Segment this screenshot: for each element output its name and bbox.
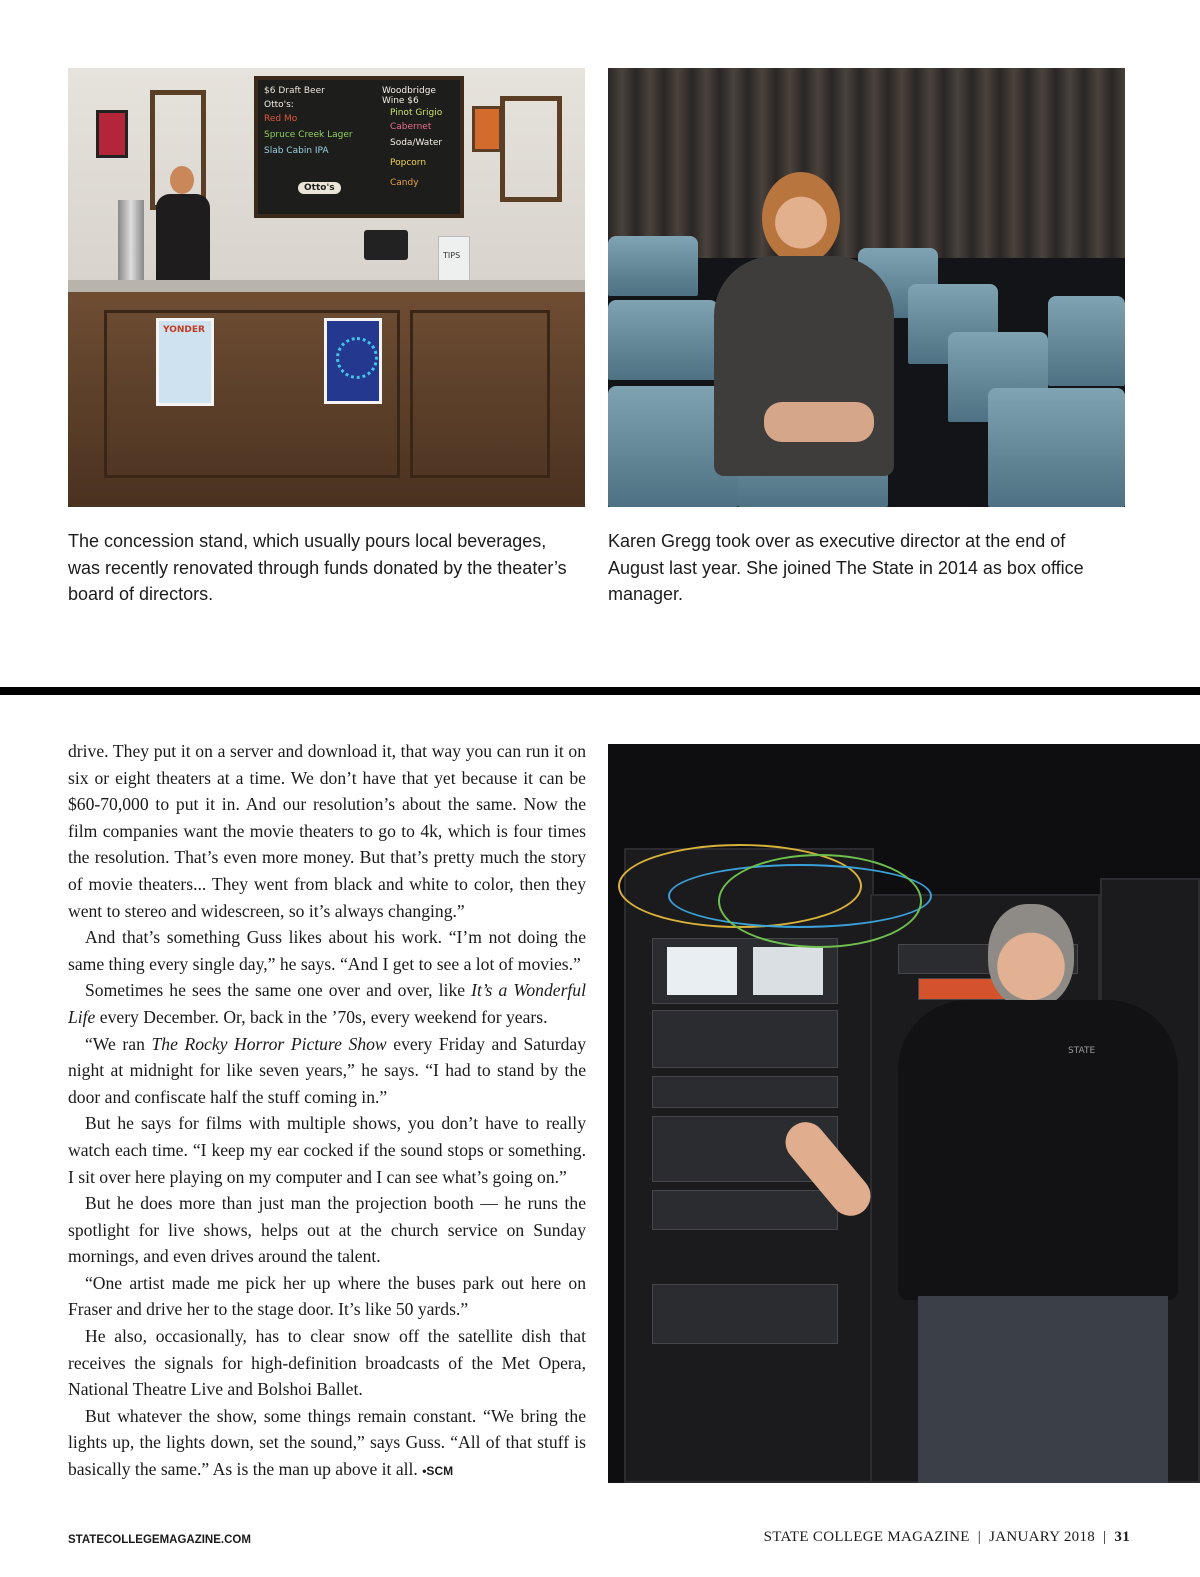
menu-line: Cabernet bbox=[390, 122, 432, 132]
photo-executive-director bbox=[608, 68, 1125, 507]
menu-line: Popcorn bbox=[390, 158, 427, 168]
menu-line: Pinot Grigio bbox=[390, 108, 443, 118]
article-paragraph bbox=[68, 1031, 586, 1111]
text-run: every December. Or, back in the ’70s, every weekend for years. bbox=[95, 1006, 548, 1027]
article-paragraph: He also, occasionally, has to clear snow off the satellite dish that receives the signals for high-definition broadcasts of the Met Opera, National Theatre Live and Bolshoi Ballet. bbox=[68, 1326, 586, 1400]
menu-line: Soda/Water bbox=[390, 138, 443, 148]
menu-line: Candy bbox=[390, 178, 419, 188]
article-paragraph: “One artist made me pick her up where the buses park out here on Fraser and drive her to the stage door. It’s like 50 yards.” bbox=[68, 1272, 586, 1320]
menu-line: $6 Draft Beer bbox=[264, 86, 325, 96]
wall-sign bbox=[472, 106, 502, 152]
counter-front bbox=[68, 292, 585, 507]
ottos-logo: Otto's bbox=[298, 182, 341, 194]
shirt-logo: STATE bbox=[1068, 1046, 1096, 1056]
text-run: Sometimes he sees the same one over and over, like bbox=[85, 980, 472, 1001]
section-divider bbox=[0, 687, 1200, 695]
menu-line: Woodbridge Wine $6 bbox=[382, 86, 436, 106]
black-polo bbox=[898, 1000, 1178, 1300]
seat bbox=[1048, 296, 1125, 386]
article-paragraph bbox=[68, 977, 586, 1030]
page-number: 31 bbox=[1114, 1529, 1130, 1545]
menu-line: Spruce Creek Lager bbox=[264, 130, 353, 140]
article-paragraph bbox=[68, 1403, 586, 1485]
wall-poster bbox=[96, 110, 128, 158]
photo-projectionist bbox=[608, 744, 1200, 1483]
article-paragraph: And that’s something Guss likes about his work. “I’m not doing the same thing every single day,” he says. “And I get to see a lot of movies.” bbox=[68, 927, 586, 974]
footer-website: STATECOLLEGEMAGAZINE.COM bbox=[68, 1534, 251, 1546]
article-paragraph: But he says for films with multiple shows, you don’t have to really watch each time. “I keep my ear cocked if the sound stops or something. I sit over here playing on my computer and I can see what’s going on.” bbox=[68, 1113, 586, 1187]
text-run: But whatever the show, some things remain constant. “We bring the lights up, the lights down, set the sound,” says Guss. “All of that stuff is basically the same.” As is the man up above it all. bbox=[68, 1405, 586, 1480]
film-title: The Rocky Horror Picture Show bbox=[151, 1033, 387, 1054]
article-body bbox=[68, 738, 586, 1485]
seat bbox=[608, 300, 718, 380]
film-title: It’s a Wonderful Life bbox=[68, 980, 586, 1027]
yonder-title: YONDER bbox=[163, 325, 205, 335]
beer-taps bbox=[118, 200, 144, 284]
bartender bbox=[150, 166, 212, 282]
shelf-right bbox=[500, 96, 562, 202]
yonder-poster bbox=[156, 318, 214, 406]
chalkboard-menu bbox=[254, 76, 464, 218]
footer-folio bbox=[764, 1529, 1130, 1546]
seat bbox=[608, 236, 698, 296]
caption-director: Karen Gregg took over as executive director at the end of August last year. She joined The State in 2014 as box office manager. bbox=[608, 531, 1084, 604]
photo-concession-stand bbox=[68, 68, 585, 507]
article-paragraph: drive. They put it on a server and download it, that way you can run it on six or eight theaters at a time. We don’t have that yet because it can be $60-70,000 to put it in. And our resolution’s about the same. Now the film companies want the movie theaters to go to 4k, which is four times the resolution. That’s even more money. But that’s pretty much the story of movie theaters... They went from black and white to color, then they went to stereo and widescreen, so it’s always changing.” bbox=[68, 741, 586, 921]
tips-jar bbox=[438, 236, 470, 282]
menu-line: Slab Cabin IPA bbox=[264, 146, 329, 156]
register bbox=[364, 230, 408, 260]
footer-magazine-name: STATE COLLEGE MAGAZINE bbox=[763, 1529, 970, 1545]
counter-panel bbox=[410, 310, 550, 478]
footer-separator: | bbox=[1103, 1529, 1107, 1545]
karen-gregg bbox=[704, 172, 908, 507]
text-run: every Friday and Saturday night at midnight for like seven years,” he says. “I had to stand by the door and confiscate half the stuff coming in.” bbox=[68, 1033, 587, 1107]
article-paragraph: But he does more than just man the projection booth — he runs the spotlight for live shows, helps out at the church service on Sunday mornings, and even drives around the talent. bbox=[68, 1193, 586, 1267]
caption-concession: The concession stand, which usually pours local beverages, was recently renovated through funds donated by the theater’s board of directors. bbox=[68, 531, 567, 604]
guss-projectionist bbox=[798, 904, 1188, 1483]
seat bbox=[988, 388, 1125, 507]
menu-line: Red Mo bbox=[264, 114, 298, 124]
tips-label: TIPS bbox=[443, 251, 461, 260]
footer-issue: JANUARY 2018 bbox=[989, 1529, 1096, 1545]
footer-separator: | bbox=[977, 1529, 982, 1545]
text-run: “We ran bbox=[85, 1033, 152, 1054]
menu-line: Otto's: bbox=[264, 100, 294, 110]
event-poster bbox=[324, 318, 382, 404]
end-mark: •SCM bbox=[422, 1464, 454, 1479]
